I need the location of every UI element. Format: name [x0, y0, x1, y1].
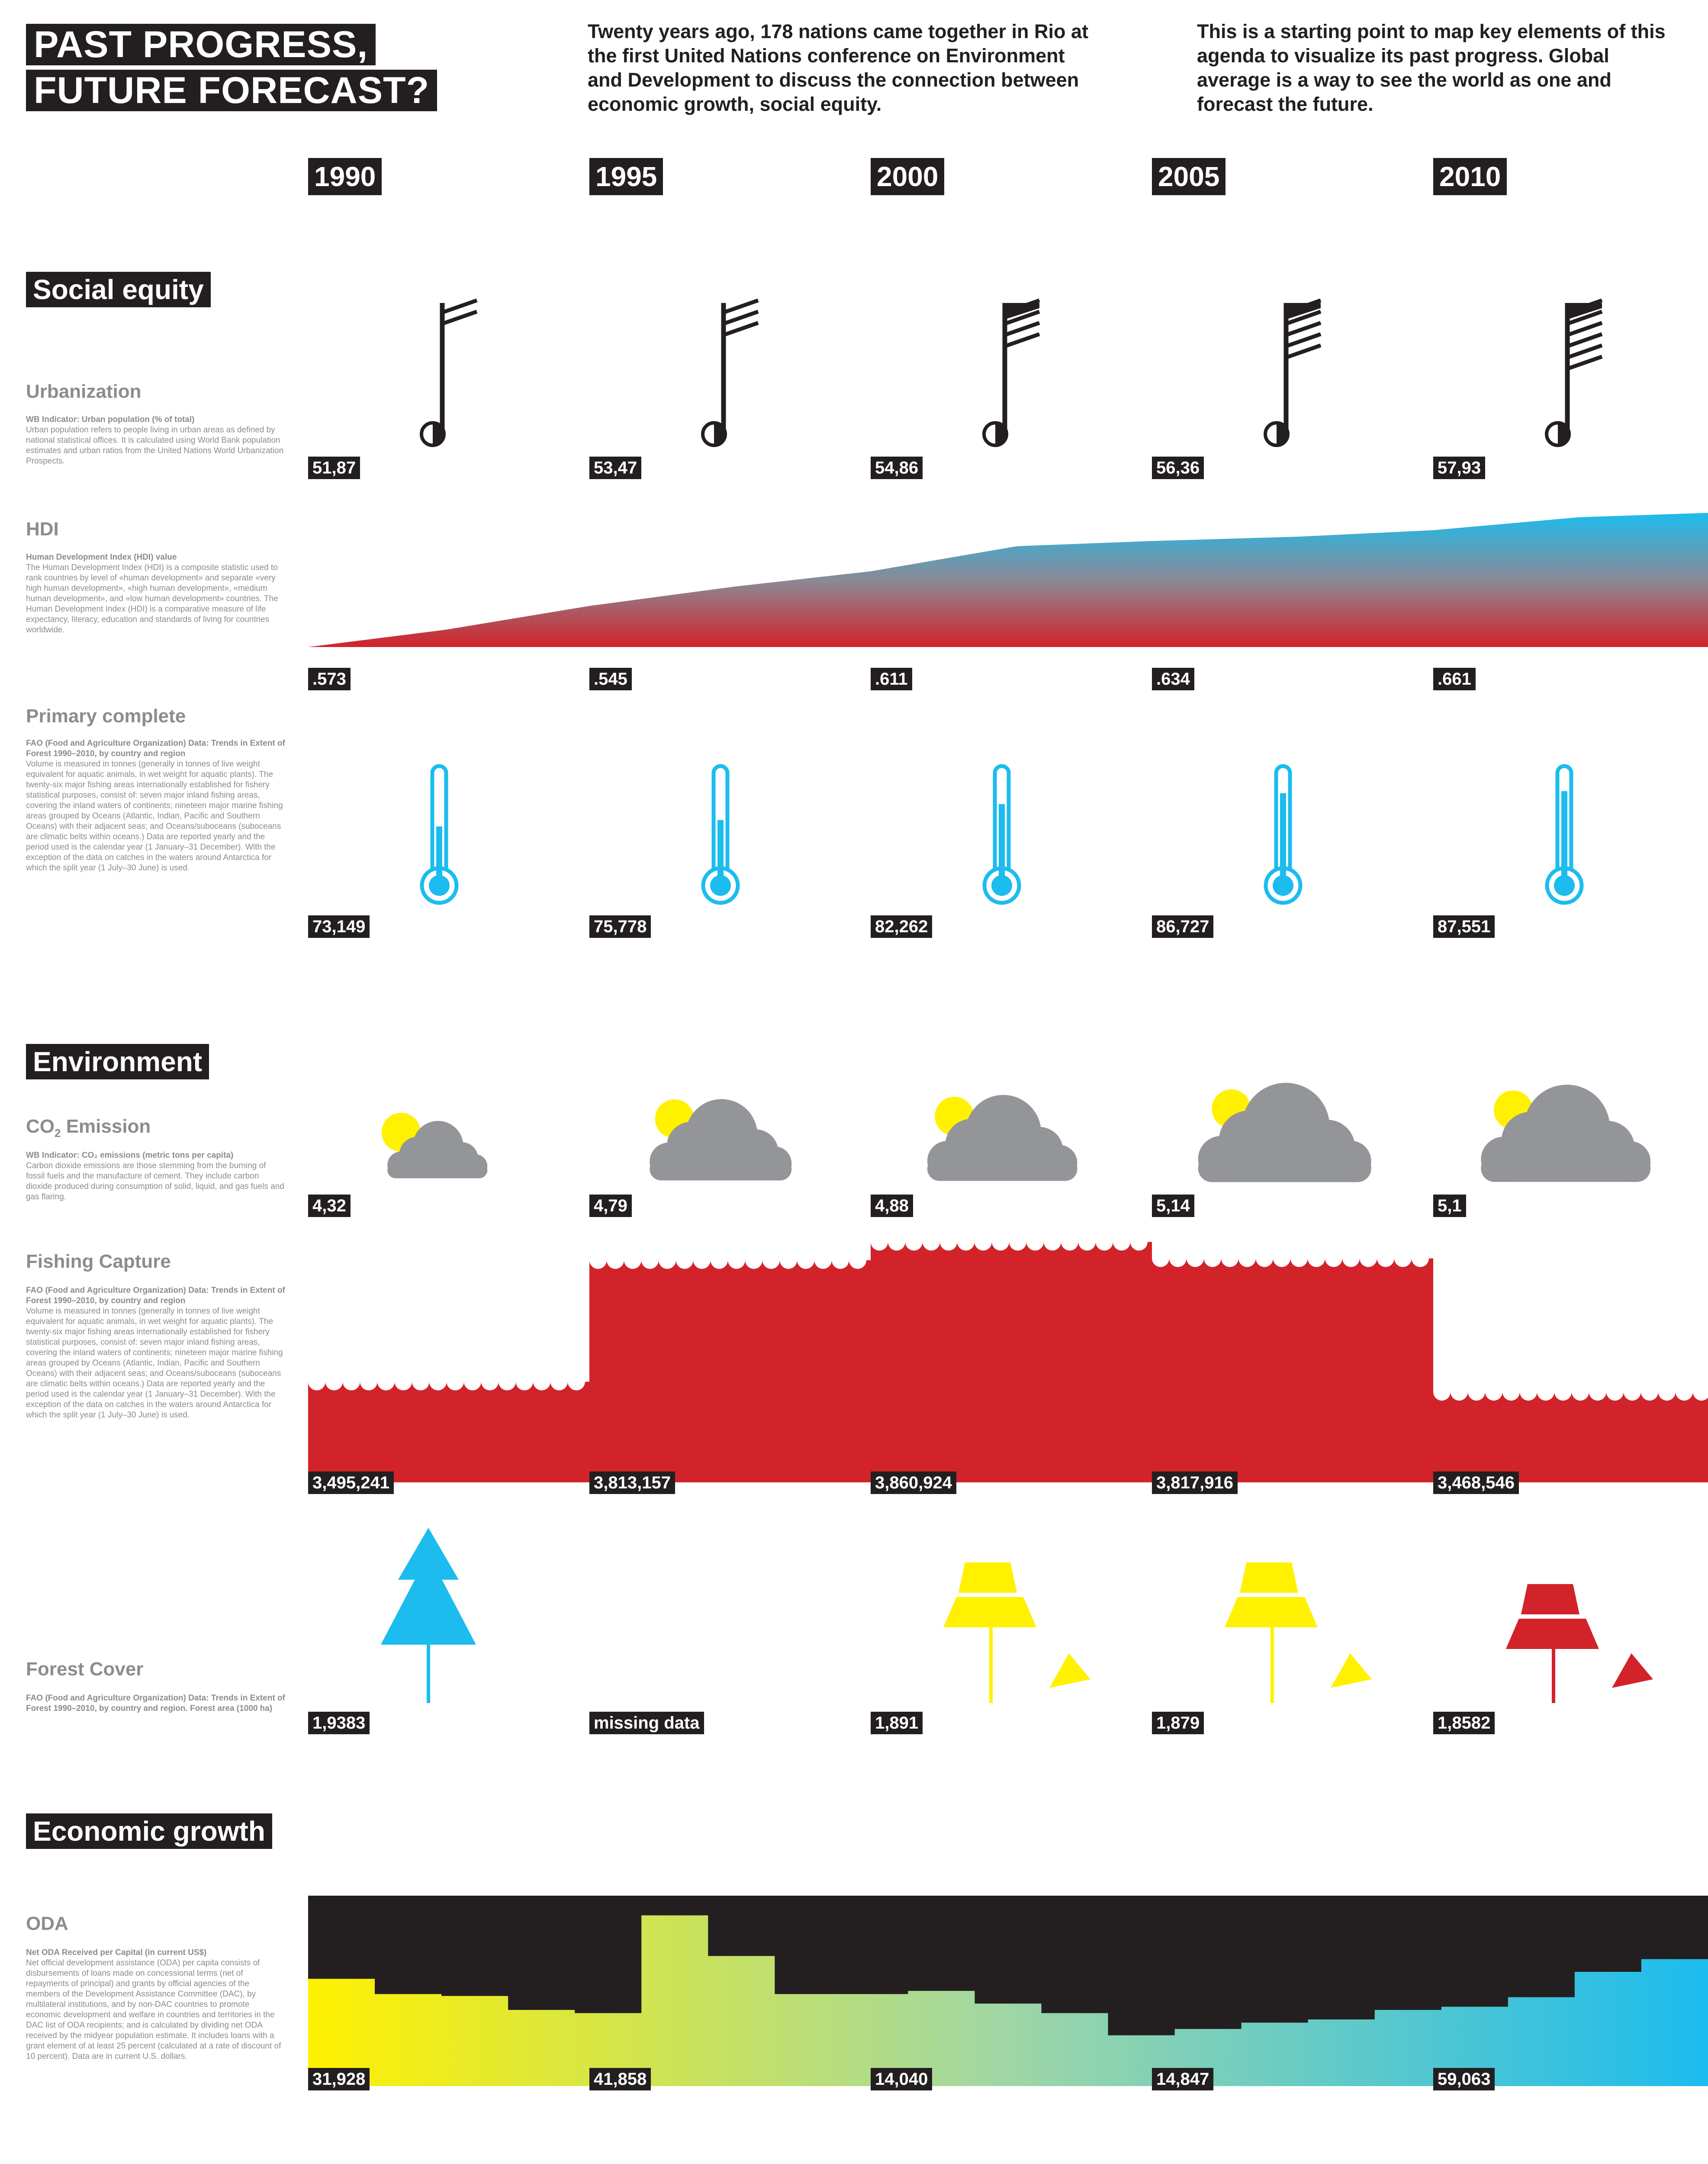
wave-scallop	[308, 1373, 325, 1391]
wave-scallop	[1290, 1250, 1308, 1267]
note-flag	[1567, 323, 1602, 335]
tree-crown-bottom	[943, 1597, 1036, 1627]
hdi-value-label: .573	[308, 668, 351, 690]
urbanization-value-label: 57,93	[1433, 457, 1485, 479]
wave-scallop	[905, 1233, 923, 1251]
section-social-equity: Social equity	[26, 272, 211, 307]
tree-crown-top	[1521, 1584, 1579, 1614]
year-header: 1990	[308, 158, 382, 195]
year-header: 2005	[1152, 158, 1226, 195]
wave-scallop	[1377, 1250, 1394, 1267]
wave-scallop	[957, 1233, 975, 1251]
wave-scallop	[1676, 1383, 1693, 1401]
wave-scallop	[992, 1233, 1009, 1251]
note-flag	[1567, 357, 1602, 369]
hdi-value-label: .545	[589, 668, 632, 690]
wave-scallop	[1238, 1250, 1256, 1267]
thermometer-bulb-fill	[1554, 875, 1575, 896]
wave-scallop	[1044, 1233, 1061, 1251]
urbanization-value-label: 54,86	[871, 457, 923, 479]
forest-value-label: 1,891	[871, 1712, 923, 1734]
wave-scallop	[1078, 1233, 1096, 1251]
wave-scallop	[568, 1373, 585, 1391]
wave-scallop	[1009, 1233, 1026, 1251]
forest-tree-icon	[1225, 1562, 1372, 1703]
year-header: 1995	[589, 158, 663, 195]
hdi-value-label: .611	[871, 668, 912, 690]
urbanization-note-icon	[1265, 300, 1321, 445]
co2-cloud-icon	[927, 1095, 1078, 1181]
wave-scallop	[624, 1252, 641, 1269]
wave-scallop	[1187, 1250, 1204, 1267]
urbanization-note-icon	[703, 300, 758, 445]
hdi-area	[308, 513, 1708, 647]
primary-value-label: 86,727	[1152, 915, 1213, 938]
thermometer-level	[1561, 791, 1567, 876]
note-flag	[1286, 334, 1321, 346]
section-environment: Environment	[26, 1044, 209, 1079]
wave-scallop	[814, 1252, 832, 1269]
fishing-bar	[871, 1233, 1152, 1482]
cloud-base	[927, 1157, 1078, 1181]
urbanization-value-label: 56,36	[1152, 457, 1204, 479]
wave-scallop	[1520, 1383, 1537, 1401]
wave-scallop	[343, 1373, 360, 1391]
primary-thermometer-icon	[1547, 766, 1582, 903]
urbanization-note-icon	[984, 300, 1039, 445]
tree-crown-bottom	[381, 1554, 476, 1645]
thermometer-bulb-fill	[710, 875, 731, 896]
fishing-bar	[1433, 1383, 1708, 1482]
co2-value-label: 4,32	[308, 1195, 351, 1217]
fishing-value-label: 3,495,241	[308, 1472, 394, 1494]
year-header: 2010	[1433, 158, 1507, 195]
note-flag	[1005, 323, 1039, 335]
wave-scallop	[641, 1252, 659, 1269]
note-flag	[442, 300, 477, 312]
wave-scallop	[849, 1252, 866, 1269]
wave-scallop	[325, 1373, 343, 1391]
wave-scallop	[533, 1373, 550, 1391]
wave-scallop	[550, 1373, 568, 1391]
wave-scallop	[871, 1233, 888, 1251]
hdi-label: HDI	[26, 518, 59, 540]
wave-scallop	[797, 1252, 814, 1269]
oda-value-label: 14,040	[871, 2068, 932, 2090]
note-flag	[724, 300, 758, 312]
wave-scallop	[1624, 1383, 1641, 1401]
fishing-value-label: 3,817,916	[1152, 1472, 1238, 1494]
primary-thermometer-icon	[1266, 766, 1300, 903]
urbanization-note-icon	[1547, 300, 1602, 445]
hdi-value-label: .661	[1433, 668, 1476, 690]
wave-scallop	[464, 1373, 481, 1391]
wave-scallop	[1360, 1250, 1377, 1267]
cloud-base	[387, 1162, 487, 1178]
fishing-bar-fill	[308, 1382, 589, 1482]
wave-scallop	[516, 1373, 533, 1391]
fishing-capture-label: Fishing Capture	[26, 1251, 171, 1272]
note-flag	[1286, 323, 1321, 335]
title-line-2: FUTURE FORECAST?	[26, 70, 437, 111]
thermometer-bulb-fill	[1273, 875, 1293, 896]
urbanization-description: WB Indicator: Urban population (% of total) Urban population refers to people living in urban areas as defined by national statistical offices. It is calculated using World Bank population estimates and urban ratios from the United Nations World Urbanization Prospects.	[26, 415, 284, 466]
fishing-bar-fill	[1433, 1392, 1708, 1482]
wave-scallop	[1061, 1233, 1078, 1251]
wave-scallop	[728, 1252, 745, 1269]
fishing-capture-description: FAO (Food and Agriculture Organization) Data: Trends in Extent of Forest 1990–2010, by country and region Volume is measured in tonnes (generally in tonnes of live weight equivalent for aquatic animals, in wet weight for aquatic plants). The twenty-six major fishing areas internationally established for fishery statistical purposes, consist of: seven major inland fishing areas, covering the inland waters of continents; nineteen major marine fishing areas grouped by Oceans (Atlantic, Indian, Pacific and Southern Oceans) with their adjacent seas; and Oceans/suboceans (suboceans are climatic belts within oceans.) Data are reported yearly and the period used is the calendar year (1 January–31 December). With the exception of the data on catches in the waters around Antarctica for which the split year (1 July–30 June) is used.	[26, 1286, 285, 1420]
tree-crown-top	[1240, 1562, 1298, 1593]
oda-label: ODA	[26, 1913, 68, 1934]
wave-scallop	[762, 1252, 780, 1269]
co2-emission-description: WB Indicator: CO₂ emissions (metric tons per capita) Carbon dioxide emissions are those stemming from the burning of fossil fuels and the manufacture of cement. They include carbon dioxide produced during consumption of solid, liquid, and gas fuels and gas flaring.	[26, 1151, 284, 1201]
primary-complete-description: FAO (Food and Agriculture Organization) Data: Trends in Extent of Forest 1990–2010, by country and region Volume is measured in tonnes (generally in tonnes of live weight equivalent for aquatic animals, in wet weight for aquatic plants). The twenty-six major fishing areas internationally established for fishery statistical purposes, consist of: seven major inland fishing areas, covering the inland waters of continents; nineteen major marine fishing areas grouped by Oceans (Atlantic, Indian, Pacific and Southern Oceans) with their adjacent seas; and Oceans/suboceans (suboceans are climatic belts within oceans.) Data are reported yearly and the period used is the calendar year (1 January–31 December). With the exception of the data on catches in the waters around Antarctica for which the split year (1 July–30 June) is used.	[26, 739, 285, 873]
wave-scallop	[412, 1373, 429, 1391]
fishing-bar	[1152, 1250, 1433, 1482]
co2-cloud-icon	[1481, 1085, 1650, 1182]
note-flag	[1005, 334, 1039, 346]
wave-scallop	[499, 1373, 516, 1391]
oda-description: Net ODA Received per Capital (in current US$) Net official development assistance (ODA) per capita consists of disbursements of loans made on concessional terms (net of repayments of principal) and grants by official agencies of the members of the Development Assistance Committee (DAC), by multilateral institutions, and by non-DAC countries to promote economic development and welfare in countries and territories in the DAC list of ODA recipients; and is calculated by dividing net ODA received by the midyear population estimate. It includes loans with a grant element of at least 25 percent (calculated at a rate of discount of 10 percent). Data are in current U.S. dollars.	[26, 1948, 281, 2061]
wave-scallop	[360, 1373, 377, 1391]
fallen-tree-fragment	[1049, 1653, 1090, 1688]
wave-scallop	[1433, 1383, 1451, 1401]
wave-scallop	[940, 1233, 957, 1251]
wave-scallop	[659, 1252, 676, 1269]
note-flag	[724, 323, 758, 335]
tree-crown-top	[959, 1562, 1017, 1593]
fishing-value-label: 3,813,157	[589, 1472, 675, 1494]
forest-tree-icon	[943, 1562, 1090, 1703]
forest-value-label: missing data	[589, 1712, 704, 1734]
oda-value-label: 31,928	[308, 2068, 370, 2090]
wave-scallop	[1641, 1383, 1658, 1401]
hdi-value-label: .634	[1152, 668, 1194, 690]
wave-scallop	[1342, 1250, 1360, 1267]
urbanization-note-icon	[421, 300, 477, 445]
forest-value-label: 1,9383	[308, 1712, 370, 1734]
note-flag	[724, 312, 758, 324]
year-header: 2000	[871, 158, 944, 195]
wave-scallop	[1256, 1250, 1273, 1267]
wave-scallop	[1273, 1250, 1290, 1267]
wave-scallop	[888, 1233, 905, 1251]
primary-value-label: 73,149	[308, 915, 370, 938]
primary-value-label: 75,778	[589, 915, 651, 938]
tree-crown-bottom	[1225, 1597, 1318, 1627]
forest-cover-description: FAO (Food and Agriculture Organization) Data: Trends in Extent of Forest 1990–2010, by country and region. Forest area (1000 ha)	[26, 1694, 285, 1713]
wave-scallop	[377, 1373, 395, 1391]
wave-scallop	[1658, 1383, 1676, 1401]
primary-complete-label: Primary complete	[26, 705, 186, 727]
oda-value-label: 14,847	[1152, 2068, 1213, 2090]
fishing-bar	[589, 1252, 871, 1482]
primary-value-label: 82,262	[871, 915, 932, 938]
wave-scallop	[1502, 1383, 1520, 1401]
wave-scallop	[780, 1252, 797, 1269]
forest-cover-label: Forest Cover	[26, 1658, 144, 1680]
title-line-1: PAST PROGRESS,	[26, 24, 376, 65]
wave-scallop	[1152, 1250, 1169, 1267]
thermometer-level	[999, 804, 1005, 876]
fallen-tree-fragment	[1612, 1653, 1653, 1688]
fishing-bar-fill	[1152, 1259, 1433, 1482]
forest-tree-icon	[381, 1528, 476, 1703]
fishing-value-label: 3,468,546	[1433, 1472, 1519, 1494]
wave-scallop	[1325, 1250, 1342, 1267]
thermometer-level	[717, 820, 724, 876]
wave-scallop	[395, 1373, 412, 1391]
thermometer-level	[436, 826, 442, 876]
wave-scallop	[1394, 1250, 1412, 1267]
wave-scallop	[1485, 1383, 1502, 1401]
fishing-bar-fill	[871, 1242, 1152, 1482]
intro-right: This is a starting point to map key elements of this agenda to visualize its past progress. Global average is a way to see the world as one and forecast the future.	[1197, 20, 1666, 115]
wave-scallop	[1096, 1233, 1113, 1251]
wave-scallop	[1113, 1233, 1130, 1251]
wave-scallop	[975, 1233, 992, 1251]
wave-scallop	[1572, 1383, 1589, 1401]
fishing-bar-fill	[589, 1260, 871, 1482]
co2-value-label: 4,79	[589, 1195, 632, 1217]
wave-scallop	[1606, 1383, 1624, 1401]
thermometer-bulb-fill	[991, 875, 1012, 896]
wave-scallop	[711, 1252, 728, 1269]
wave-scallop	[1451, 1383, 1468, 1401]
oda-value-label: 41,858	[589, 2068, 651, 2090]
wave-scallop	[481, 1373, 499, 1391]
primary-thermometer-icon	[703, 766, 738, 903]
wave-scallop	[1554, 1383, 1572, 1401]
thermometer-bulb-fill	[429, 875, 450, 896]
cloud-base	[1481, 1155, 1650, 1182]
wave-scallop	[607, 1252, 624, 1269]
wave-scallop	[1468, 1383, 1485, 1401]
wave-scallop	[1169, 1250, 1187, 1267]
wave-scallop	[1308, 1250, 1325, 1267]
urbanization-value-label: 53,47	[589, 457, 641, 479]
co2-value-label: 5,14	[1152, 1195, 1194, 1217]
section-economic-growth: Economic growth	[26, 1813, 272, 1849]
primary-thermometer-icon	[984, 766, 1019, 903]
forest-value-label: 1,8582	[1433, 1712, 1495, 1734]
co2-value-label: 5,1	[1433, 1195, 1466, 1217]
co2-emission-label: $CO_2$ Emission	[26, 1116, 151, 1140]
primary-value-label: 87,551	[1433, 915, 1495, 938]
note-flag	[1567, 334, 1602, 346]
wave-scallop	[1412, 1250, 1429, 1267]
wave-scallop	[429, 1373, 447, 1391]
thermometer-level	[1280, 793, 1286, 876]
tree-crown-bottom	[1506, 1619, 1599, 1649]
wave-scallop	[1130, 1233, 1148, 1251]
hdi-description: Human Development Index (HDI) value The Human Development Index (HDI) is a composite statistic used to rank countries by level of «human development» and separate «very high human development», «high human development», «medium human development», and «low human development» countries. The Human Development Index (HDI) is a comparative measure of life expectancy, literacy, education and standards of living for countries worldwide.	[26, 553, 278, 634]
note-flag	[1567, 345, 1602, 357]
fishing-bar	[308, 1373, 589, 1482]
note-flag	[442, 312, 477, 324]
cloud-base	[1198, 1154, 1371, 1182]
note-flag	[1286, 345, 1321, 357]
wave-scallop	[1204, 1250, 1221, 1267]
wave-scallop	[693, 1252, 711, 1269]
wave-scallop	[1589, 1383, 1606, 1401]
wave-scallop	[1026, 1233, 1044, 1251]
fallen-tree-fragment	[1331, 1653, 1372, 1688]
co2-cloud-icon	[1198, 1083, 1371, 1182]
wave-scallop	[832, 1252, 849, 1269]
wave-scallop	[745, 1252, 762, 1269]
wave-scallop	[589, 1252, 607, 1269]
forest-tree-icon	[1506, 1584, 1653, 1703]
primary-thermometer-icon	[422, 766, 457, 903]
urbanization-label: Urbanization	[26, 381, 142, 402]
co2-cloud-icon	[382, 1113, 487, 1178]
intro-left: Twenty years ago, 178 nations came together in Rio at the first United Nations conference on Environment and Development to discuss the connection between economic growth, social equity.	[588, 20, 1088, 115]
wave-scallop	[923, 1233, 940, 1251]
fishing-value-label: 3,860,924	[871, 1472, 956, 1494]
wave-scallop	[447, 1373, 464, 1391]
cloud-base	[650, 1158, 791, 1180]
forest-value-label: 1,879	[1152, 1712, 1204, 1734]
urbanization-value-label: 51,87	[308, 457, 360, 479]
co2-value-label: 4,88	[871, 1195, 913, 1217]
co2-cloud-icon	[650, 1099, 791, 1180]
wave-scallop	[676, 1252, 693, 1269]
wave-scallop	[1221, 1250, 1238, 1267]
wave-scallop	[1537, 1383, 1554, 1401]
oda-value-label: 59,063	[1433, 2068, 1495, 2090]
